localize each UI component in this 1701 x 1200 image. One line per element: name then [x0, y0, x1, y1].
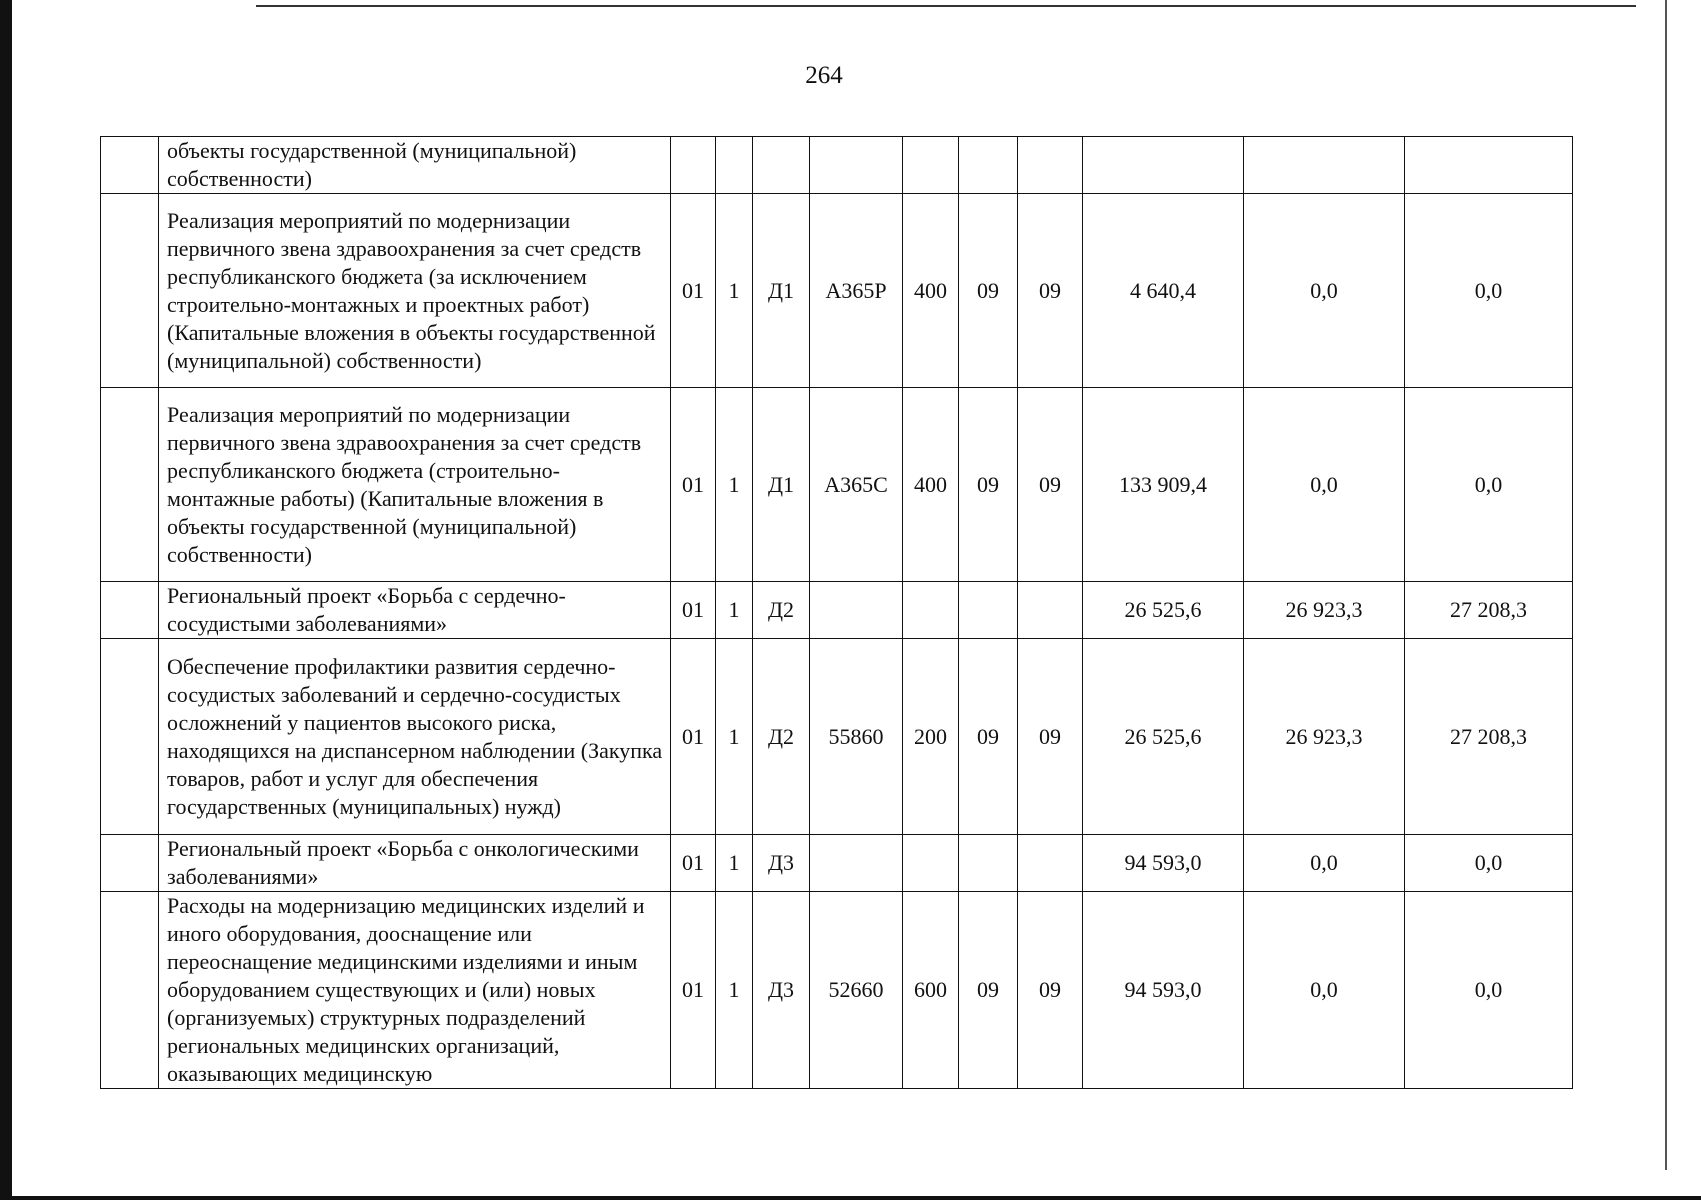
- code-cell: Д3: [753, 892, 810, 1089]
- code-cell: [959, 137, 1018, 194]
- description-cell: Расходы на модернизацию медицинских изделий и иного оборудования, дооснащение или переоснащение медицинскими изделиями и иным оборудованием существующих и (или) новых (организуемых) структурных подразделений региональных медицинских организаций, оказывающих медицинскую: [159, 892, 671, 1089]
- description-cell: Региональный проект «Борьба с онкологическими заболеваниями»: [159, 835, 671, 892]
- code-cell: 200: [903, 639, 959, 835]
- code-cell: Д3: [753, 835, 810, 892]
- amount-cell: [1083, 137, 1244, 194]
- table-row: [101, 835, 1573, 892]
- amount-cell: 94 593,0: [1083, 892, 1244, 1089]
- code-cell: [903, 582, 959, 639]
- code-cell: 09: [1018, 194, 1083, 388]
- amount-cell: 4 640,4: [1083, 194, 1244, 388]
- amount-cell: 27 208,3: [1405, 639, 1573, 835]
- table-row: [101, 194, 1573, 388]
- amount-cell: 133 909,4: [1083, 388, 1244, 582]
- code-cell: [959, 835, 1018, 892]
- amount-cell: [1405, 137, 1573, 194]
- description-cell: Обеспечение профилактики развития сердечно-сосудистых заболеваний и сердечно-сосудистых осложнений у пациентов высокого риска, находящихся на диспансерном наблюдении (Закупка товаров, работ и услуг для обеспечения государственных (муниципальных) нужд): [159, 639, 671, 835]
- description-cell: Реализация мероприятий по модернизации первичного звена здравоохранения за счет средств республиканского бюджета (строительно-монтажные работы) (Капитальные вложения в объекты государственной (муниципальной) собственности): [159, 388, 671, 582]
- amount-cell: 0,0: [1405, 892, 1573, 1089]
- table-row: [101, 388, 1573, 582]
- amount-cell: 0,0: [1244, 835, 1405, 892]
- code-cell: А365С: [810, 388, 903, 582]
- index-cell: [101, 137, 159, 194]
- code-cell: 1: [716, 388, 753, 582]
- amount-cell: [1244, 137, 1405, 194]
- code-cell: 09: [959, 194, 1018, 388]
- scan-edge-bottom: [0, 1196, 1701, 1200]
- code-cell: Д1: [753, 194, 810, 388]
- table-row: [101, 639, 1573, 835]
- code-cell: 09: [1018, 388, 1083, 582]
- description-cell: Реализация мероприятий по модернизации первичного звена здравоохранения за счет средств республиканского бюджета (за исключением строительно-монтажных и проектных работ) (Капитальные вложения в объекты государственной (муниципальной) собственности): [159, 194, 671, 388]
- code-cell: 09: [959, 639, 1018, 835]
- amount-cell: 0,0: [1244, 388, 1405, 582]
- amount-cell: 94 593,0: [1083, 835, 1244, 892]
- budget-table: [100, 136, 1573, 1089]
- code-cell: [959, 582, 1018, 639]
- code-cell: [810, 835, 903, 892]
- amount-cell: 26 525,6: [1083, 582, 1244, 639]
- code-cell: 01: [671, 388, 716, 582]
- code-cell: 09: [1018, 639, 1083, 835]
- code-cell: 1: [716, 835, 753, 892]
- index-cell: [101, 194, 159, 388]
- code-cell: [1018, 137, 1083, 194]
- code-cell: 600: [903, 892, 959, 1089]
- amount-cell: 26 923,3: [1244, 582, 1405, 639]
- code-cell: 400: [903, 388, 959, 582]
- amount-cell: 26 525,6: [1083, 639, 1244, 835]
- code-cell: 1: [716, 639, 753, 835]
- index-cell: [101, 639, 159, 835]
- code-cell: [753, 137, 810, 194]
- code-cell: 09: [959, 388, 1018, 582]
- amount-cell: 0,0: [1405, 388, 1573, 582]
- page-number: 264: [805, 62, 843, 89]
- code-cell: 1: [716, 892, 753, 1089]
- code-cell: А365Р: [810, 194, 903, 388]
- code-cell: 1: [716, 194, 753, 388]
- code-cell: 01: [671, 582, 716, 639]
- code-cell: 01: [671, 639, 716, 835]
- table-row: [101, 892, 1573, 1089]
- code-cell: 09: [959, 892, 1018, 1089]
- code-cell: [810, 137, 903, 194]
- amount-cell: 0,0: [1405, 835, 1573, 892]
- code-cell: 01: [671, 835, 716, 892]
- code-cell: [1018, 582, 1083, 639]
- amount-cell: 27 208,3: [1405, 582, 1573, 639]
- index-cell: [101, 388, 159, 582]
- index-cell: [101, 582, 159, 639]
- code-cell: [903, 835, 959, 892]
- code-cell: Д1: [753, 388, 810, 582]
- top-rule: [256, 5, 1636, 7]
- amount-cell: 0,0: [1244, 194, 1405, 388]
- code-cell: 01: [671, 194, 716, 388]
- code-cell: [1018, 835, 1083, 892]
- table-row: [101, 582, 1573, 639]
- code-cell: [903, 137, 959, 194]
- code-cell: [671, 137, 716, 194]
- code-cell: Д2: [753, 639, 810, 835]
- table-row: [101, 137, 1573, 194]
- code-cell: 52660: [810, 892, 903, 1089]
- description-cell: объекты государственной (муниципальной) собственности): [159, 137, 671, 194]
- index-cell: [101, 835, 159, 892]
- description-cell: Региональный проект «Борьба с сердечно-сосудистыми заболеваниями»: [159, 582, 671, 639]
- right-rule: [1665, 0, 1667, 1170]
- amount-cell: 0,0: [1405, 194, 1573, 388]
- code-cell: 400: [903, 194, 959, 388]
- code-cell: 09: [1018, 892, 1083, 1089]
- code-cell: [810, 582, 903, 639]
- index-cell: [101, 892, 159, 1089]
- code-cell: 55860: [810, 639, 903, 835]
- amount-cell: 0,0: [1244, 892, 1405, 1089]
- code-cell: 1: [716, 582, 753, 639]
- code-cell: 01: [671, 892, 716, 1089]
- amount-cell: 26 923,3: [1244, 639, 1405, 835]
- scan-edge-left: [0, 0, 12, 1200]
- code-cell: Д2: [753, 582, 810, 639]
- code-cell: [716, 137, 753, 194]
